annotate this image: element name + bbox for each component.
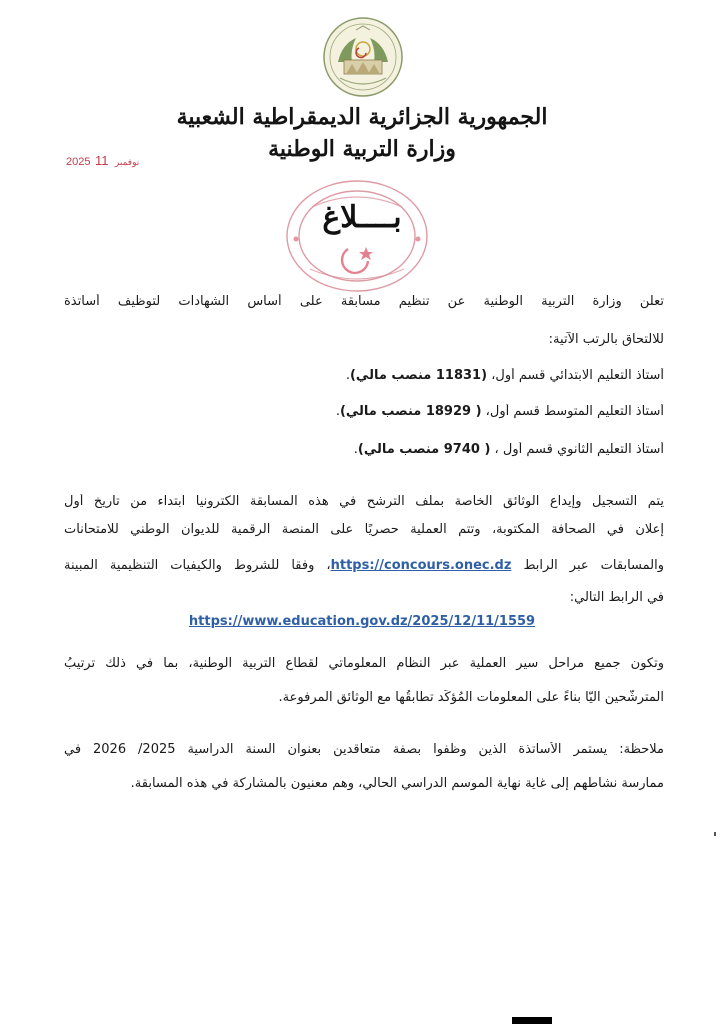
position-label: أستاذ التعليم المتوسط قسم أول، <box>481 404 664 419</box>
procedure-line-2: المترشّحين آليّا بناءً على المعلومات المُؤكّد تطابقُها مع الوثائق المرفوعة. <box>278 690 664 705</box>
position-count: ( 9740 منصب مالي) <box>357 442 491 457</box>
date-month: نوفمبر <box>114 157 140 167</box>
scan-artifact <box>714 832 716 836</box>
procedure-line-1: وتكون جميع مراحل سير العملية عبر النظام المعلوماتي لقطاع التربية الوطنية، بما في ذلك ترتيبُ <box>64 656 664 671</box>
education-ministry-link[interactable]: https://www.education.gov.dz/2025/12/11/1559 <box>188 614 536 629</box>
position-label: أستاذ التعليم الابتدائي قسم أول، <box>487 368 664 383</box>
note-line-2: ممارسة نشاطهم إلى غاية نهاية الموسم الدراسي الحالي، وهم معنيون بالمشاركة في هذه المسابقة. <box>130 776 664 791</box>
republic-name: الجمهورية الجزائرية الديمقراطية الشعبية <box>176 104 548 130</box>
scan-artifact-bar <box>512 1017 552 1024</box>
announcement-title: بــــلاغ <box>322 200 402 235</box>
registration-line-4: في الرابط التالي: <box>569 590 664 605</box>
ministry-seal-icon <box>282 177 432 295</box>
national-emblem-icon <box>322 16 404 98</box>
position-count: (11831 منصب مالي) <box>349 368 488 383</box>
date-year: 2025 <box>66 156 91 168</box>
intro-line-2: للالتحاق بالرتب الآتية: <box>548 332 664 347</box>
ministry-name: وزارة التربية الوطنية <box>268 136 456 162</box>
intro-line-1: تعلن وزارة التربية الوطنية عن تنظيم مسابقة على أساس الشهادات لتوظيف أساتذة <box>64 294 664 309</box>
onec-link[interactable]: https://concours.onec.dz <box>330 558 512 573</box>
registration-line-1: يتم التسجيل وإيداع الوثائق الخاصة بملف الترشح في هذه المسابقة الكترونيا ابتداء من تاريخ أول <box>64 494 664 509</box>
date-day: 11 <box>94 153 109 168</box>
date-stamp <box>66 152 141 170</box>
registration-line-3: والمسابقات عبر الرابط https://concours.onec.dz، وفقا للشروط والكيفيات التنظيمية المبينة <box>64 558 664 573</box>
position-count: ( 18929 منصب مالي) <box>339 404 482 419</box>
list-item: أستاذ التعليم الابتدائي قسم أول، (11831 منصب مالي). <box>345 368 664 383</box>
registration-line-2: إعلان في الصحافة المكتوبة، وتتم العملية حصريًا على المنصة الرقمية للديوان الوطني للامتحانات <box>64 522 664 537</box>
list-item: أستاذ التعليم الثانوي قسم أول ، ( 9740 منصب مالي). <box>353 442 664 457</box>
list-item: أستاذ التعليم المتوسط قسم أول، ( 18929 منصب مالي). <box>335 404 664 419</box>
position-label: أستاذ التعليم الثانوي قسم أول ، <box>490 442 664 457</box>
note-line-1: ملاحظة: يستمر الأساتذة الذين وظفوا بصفة متعاقدين بعنوان السنة الدراسية 2025/ 2026 في <box>64 742 664 757</box>
